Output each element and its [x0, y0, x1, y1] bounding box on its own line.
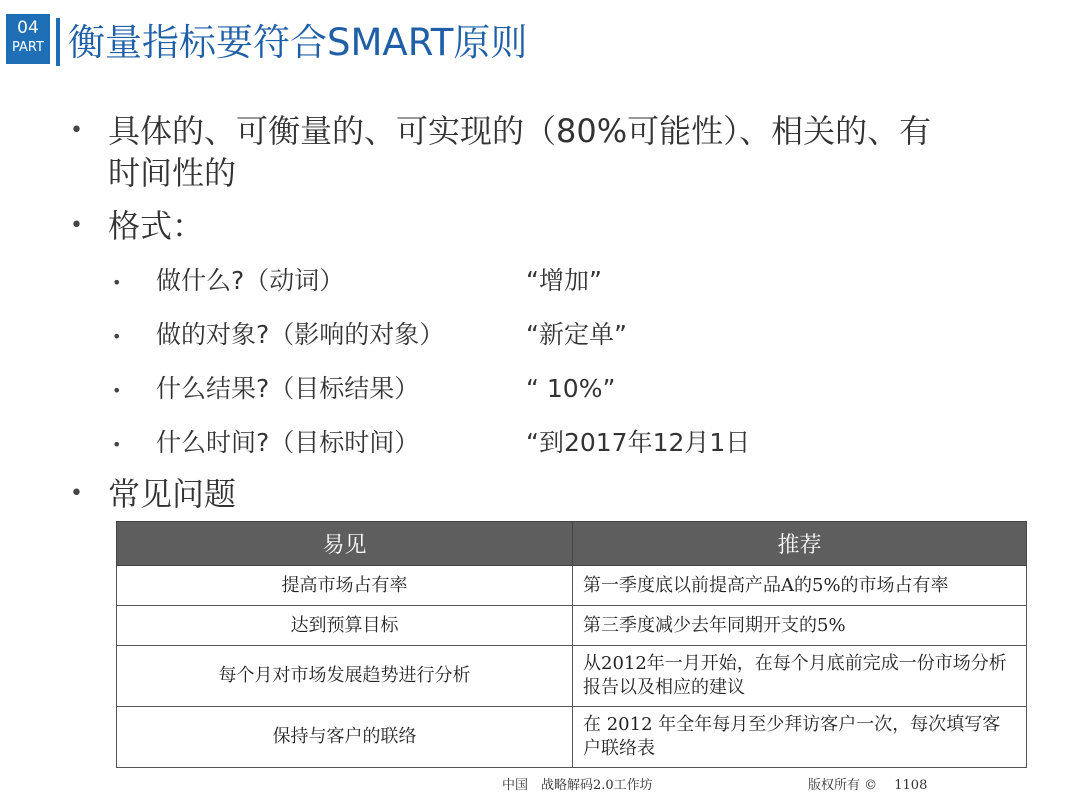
- part-badge: [6, 14, 50, 64]
- cell-recommended: 在 2012 年全年每月至少拜访客户一次，每次填写客户联络表: [573, 707, 1027, 768]
- bullet-dot-icon: •: [70, 481, 83, 506]
- cell-recommended: 第三季度减少去年同期开支的5%: [573, 606, 1027, 646]
- bullet-smart-cont: [108, 151, 236, 195]
- header-recommended: 推荐: [573, 522, 1027, 566]
- goals-table: [116, 521, 1027, 768]
- header-common: 易见: [117, 522, 573, 566]
- bullet-common-issues: [70, 472, 237, 516]
- format-item-label: 做什么?（动词）: [156, 266, 345, 295]
- table-row: [117, 566, 1027, 606]
- format-item-label: 什么结果?（目标结果）: [156, 374, 420, 403]
- cell-common: 达到预算目标: [117, 606, 573, 646]
- table-row: [117, 707, 1027, 768]
- format-item-value: “增加”: [526, 266, 602, 295]
- format-item: [112, 318, 627, 352]
- format-item-value: “ 10%”: [526, 374, 616, 403]
- format-item-value: “新定单”: [526, 320, 627, 349]
- bullet-smart-line1: 具体的、可衡量的、可实现的（80%可能性）、相关的、有: [108, 112, 932, 150]
- bullet-dot-icon: •: [70, 213, 83, 238]
- page-title: 衡量指标要符合SMART原则: [68, 21, 528, 64]
- sub-bullet-dot-icon: •: [112, 327, 122, 346]
- title-accent-bar: [56, 18, 60, 66]
- format-item: [112, 426, 751, 460]
- bullet-smart: [70, 109, 932, 153]
- format-item: [112, 372, 616, 406]
- format-item-label: 做的对象?（影响的对象）: [156, 320, 445, 349]
- sub-bullet-dot-icon: •: [112, 435, 122, 454]
- cell-common: 提高市场占有率: [117, 566, 573, 606]
- table-row: [117, 606, 1027, 646]
- bullet-dot-icon: •: [70, 118, 83, 143]
- format-item: [112, 264, 602, 298]
- footer-copyright: 版权所有 © 1108: [808, 778, 928, 793]
- sub-bullet-dot-icon: •: [112, 273, 122, 292]
- format-item-label: 什么时间?（目标时间）: [156, 428, 420, 457]
- cell-common: 保持与客户的联络: [117, 707, 573, 768]
- cell-recommended: 第一季度底以前提高产品A的5%的市场占有率: [573, 566, 1027, 606]
- sub-bullet-dot-icon: •: [112, 381, 122, 400]
- table-header-row: [117, 522, 1027, 566]
- cell-recommended: 从2012年一月开始，在每个月底前完成一份市场分析报告以及相应的建议: [573, 646, 1027, 707]
- bullet-common-issues-text: 常见问题: [108, 475, 237, 513]
- format-item-value: “到2017年12月1日: [526, 428, 751, 457]
- part-number: 04: [17, 18, 39, 38]
- table-row: [117, 646, 1027, 707]
- bullet-format: [70, 204, 205, 248]
- cell-common: 每个月对市场发展趋势进行分析: [117, 646, 573, 707]
- part-label: PART: [12, 40, 44, 55]
- footer-workshop: 中国 战略解码2.0工作坊: [502, 778, 653, 793]
- bullet-smart-line2: 时间性的: [108, 154, 237, 192]
- bullet-format-text: 格式：: [108, 207, 205, 245]
